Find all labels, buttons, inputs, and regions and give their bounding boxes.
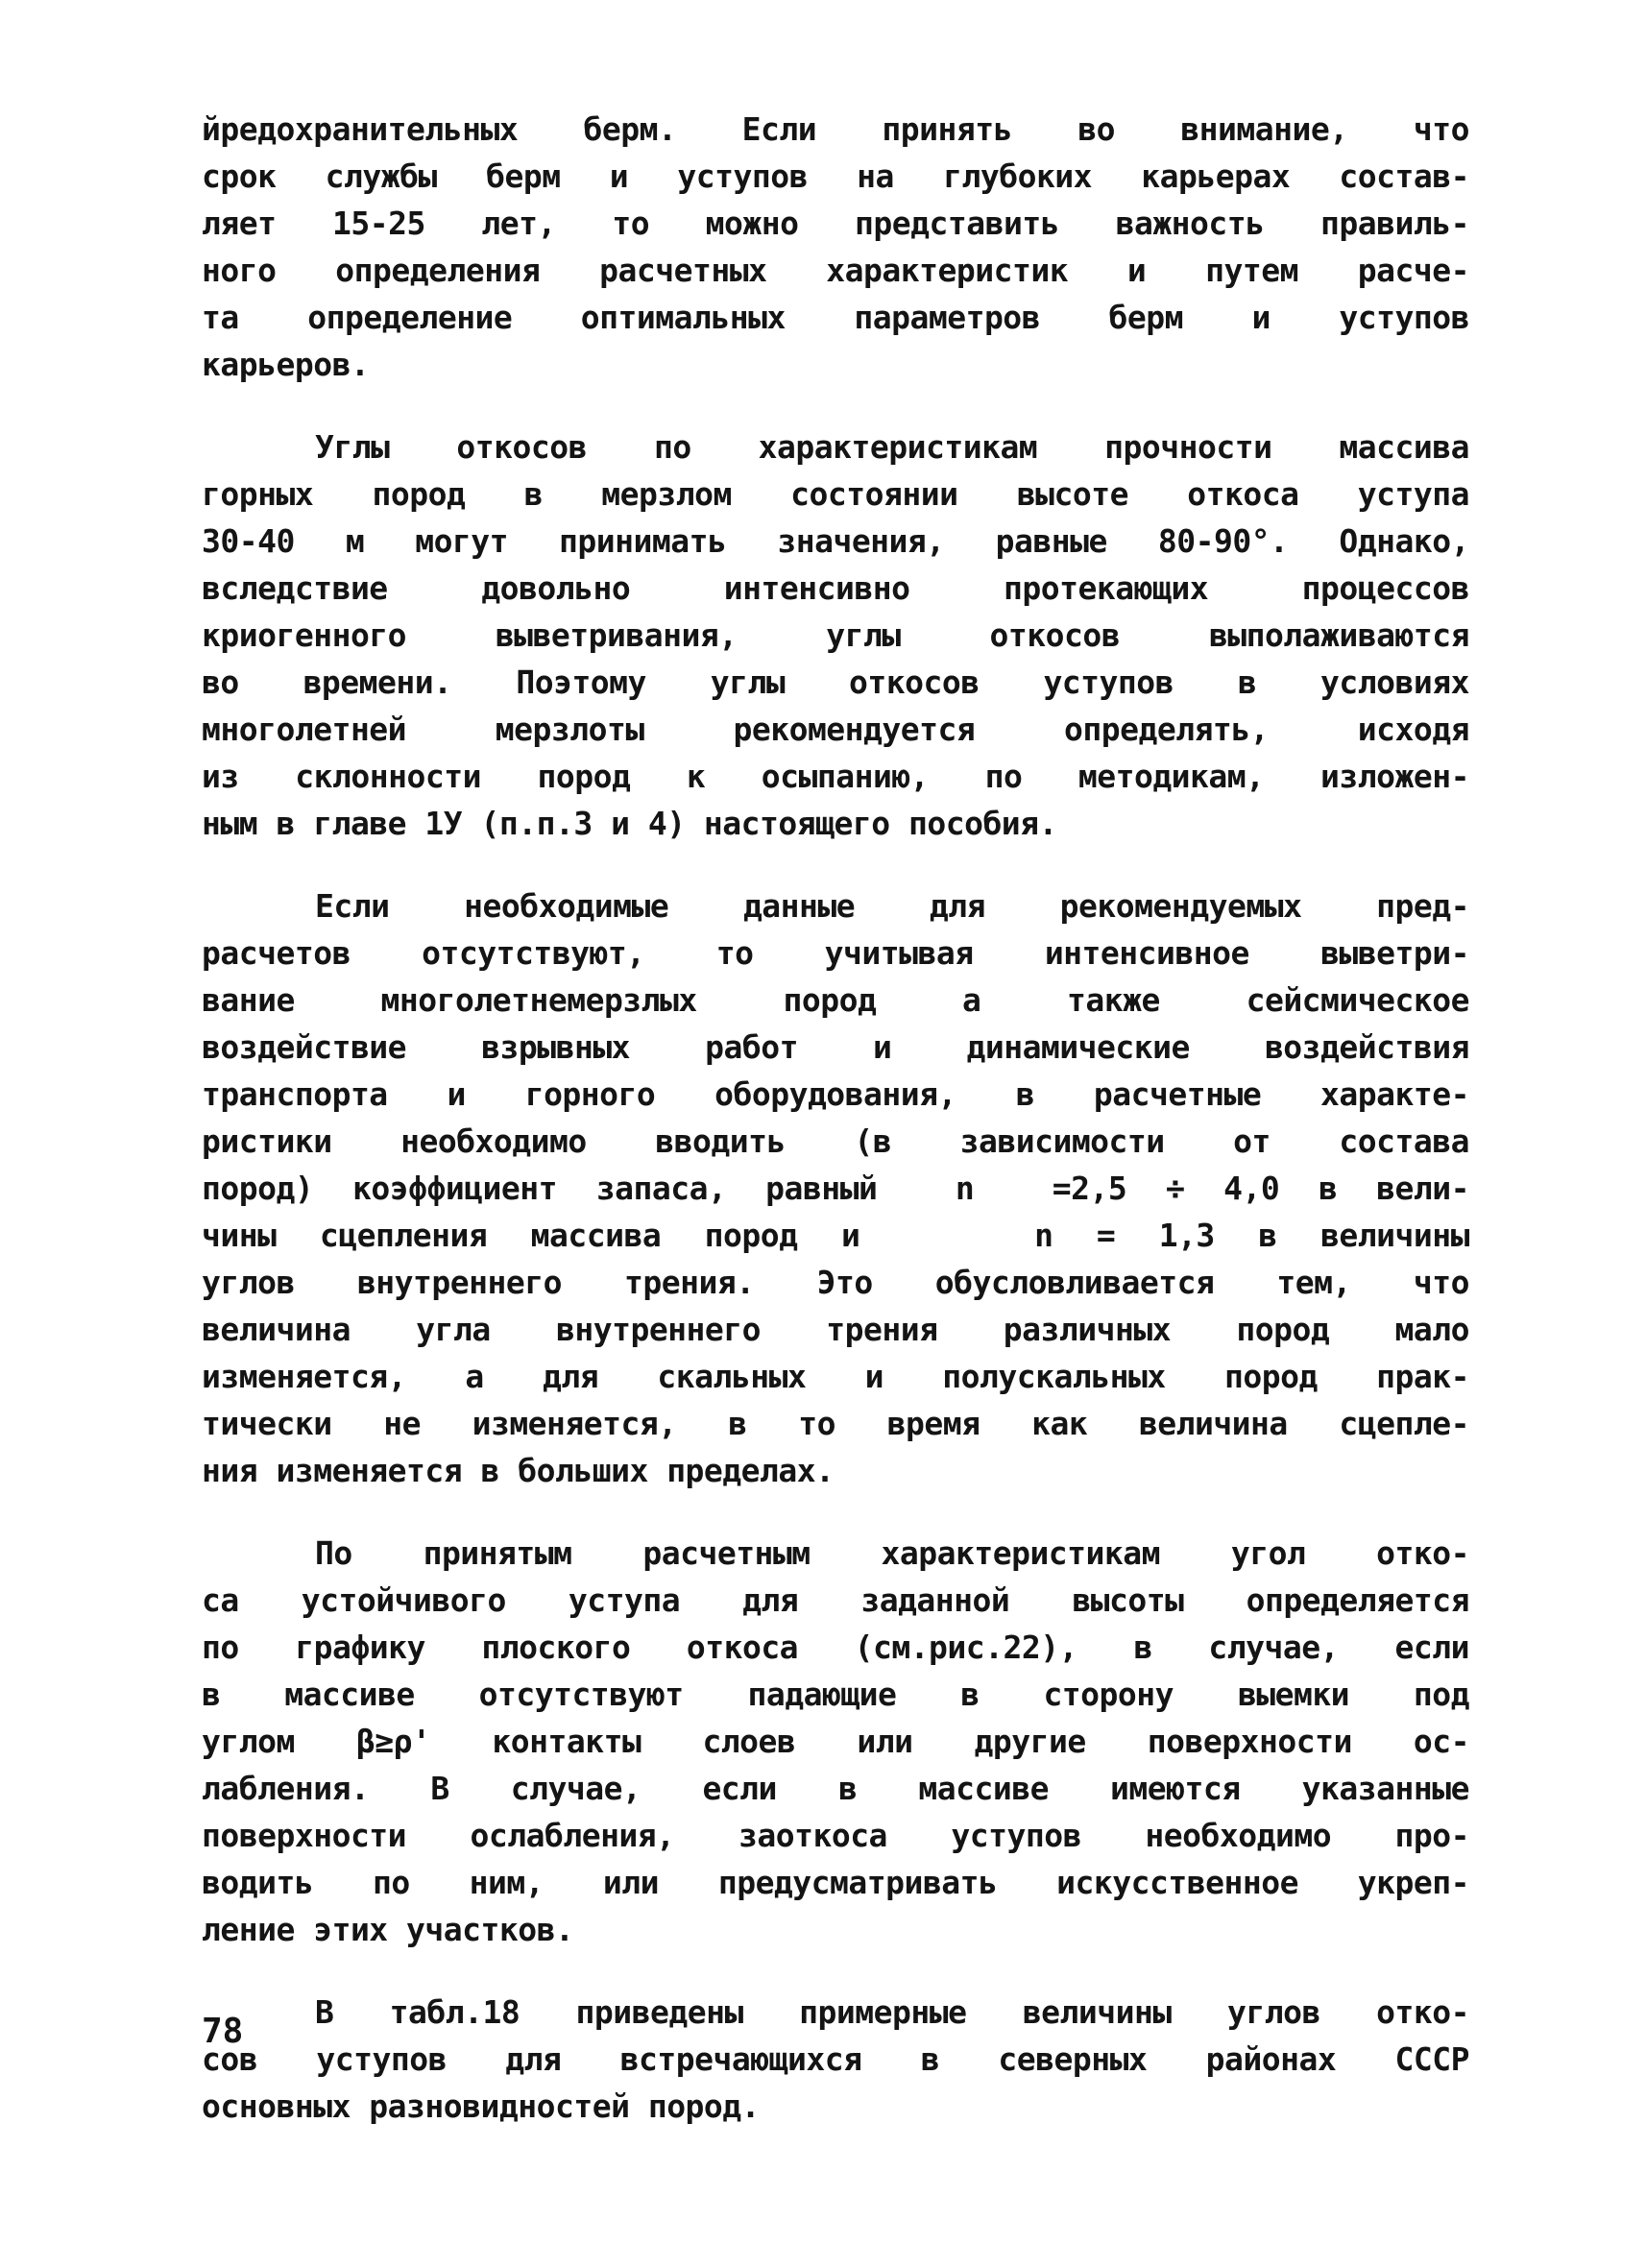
text-line: та определение оптимальных параметров берм и уступов <box>202 299 1469 336</box>
text-line: ния изменяется в больших пределах. <box>202 1452 835 1489</box>
paragraph-5 <box>202 1989 1469 2130</box>
paragraph-4 <box>202 1530 1469 1953</box>
paragraph-1 <box>202 106 1469 388</box>
text-line: По принятым расчетным характеристикам угол отко- <box>315 1534 1469 1572</box>
text-line: в массиве отсутствуют падающие в сторону выемки под <box>202 1676 1469 1713</box>
text-line: чины сцепления массива пород и n = 1,3 в величины <box>202 1217 1469 1254</box>
text-line: вание многолетнемерзлых пород а также сейсмическое <box>202 981 1469 1019</box>
text-line: тически не изменяется, в то время как величина сцепле- <box>202 1405 1469 1442</box>
text-line: криогенного выветривания, углы откосов выполаживаются <box>202 616 1469 654</box>
text-line: лабления. В случае, если в массиве имеются указанные <box>202 1770 1469 1807</box>
text-line: сов уступов для встречающихся в северных районах СССР <box>202 2040 1469 2078</box>
text-line: вследствие довольно интенсивно протекающих процессов <box>202 569 1469 607</box>
text-line: многолетней мерзлоты рекомендуется определять, исходя <box>202 711 1469 748</box>
text-line: транспорта и горного оборудования, в расчетные характе- <box>202 1075 1469 1113</box>
text-line: во времени. Поэтому углы откосов уступов в условиях <box>202 664 1469 701</box>
text-line: Углы откосов по характеристикам прочности массива <box>315 428 1469 466</box>
text-line: величина угла внутреннего трения различных пород мало <box>202 1311 1469 1348</box>
text-line: основных разновидностей пород. <box>202 2087 761 2125</box>
text-line: углом β≥ρ' контакты слоев или другие поверхности ос- <box>202 1723 1469 1760</box>
page-number: 78 <box>202 2012 244 2051</box>
text-line: ление этих участков. <box>202 1911 574 1948</box>
text-line: поверхности ослабления, заоткоса уступов необходимо про- <box>202 1817 1469 1854</box>
text-line: ным в главе 1У (п.п.3 и 4) настоящего пособия. <box>202 805 1057 842</box>
text-line: ристики необходимо вводить (в зависимости от состава <box>202 1122 1469 1160</box>
text-line: горных пород в мерзлом состоянии высоте откоса уступа <box>202 475 1469 513</box>
text-line: ного определения расчетных характеристик и путем расче- <box>202 252 1469 289</box>
text-line: изменяется, а для скальных и полускальных пород прак- <box>202 1358 1469 1395</box>
text-line: из склонности пород к осыпанию, по методикам, изложен- <box>202 758 1469 795</box>
text-line: пород) коэффициент запаса, равный n =2,5 ÷ 4,0 в вели- <box>202 1170 1469 1207</box>
paragraph-3 <box>202 882 1469 1494</box>
text-line: карьеров. <box>202 346 370 383</box>
text-line: ляет 15-25 лет, то можно представить важность правиль- <box>202 205 1469 242</box>
text-line: йредохранительных берм. Если принять во внимание, что <box>202 110 1469 148</box>
text-line: 30-40 м могут принимать значения, равные 80-90°. Однако, <box>202 522 1469 560</box>
text-line: расчетов отсутствуют, то учитывая интенсивное выветри- <box>202 934 1469 972</box>
text-line: водить по ним, или предусматривать искусственное укреп- <box>202 1864 1469 1901</box>
text-line: срок службы берм и уступов на глубоких карьерах состав- <box>202 157 1469 195</box>
text-line: са устойчивого уступа для заданной высоты определяется <box>202 1581 1469 1619</box>
text-line: углов внутреннего трения. Это обусловливается тем, что <box>202 1264 1469 1301</box>
text-line: В табл.18 приведены примерные величины углов отко- <box>315 1993 1469 2031</box>
paragraph-2 <box>202 423 1469 847</box>
text-line: воздействие взрывных работ и динамические воздействия <box>202 1028 1469 1066</box>
text-line: Если необходимые данные для рекомендуемых пред- <box>315 887 1469 925</box>
text-line: по графику плоского откоса (см.рис.22), в случае, если <box>202 1629 1469 1666</box>
body-text <box>202 106 1469 2130</box>
